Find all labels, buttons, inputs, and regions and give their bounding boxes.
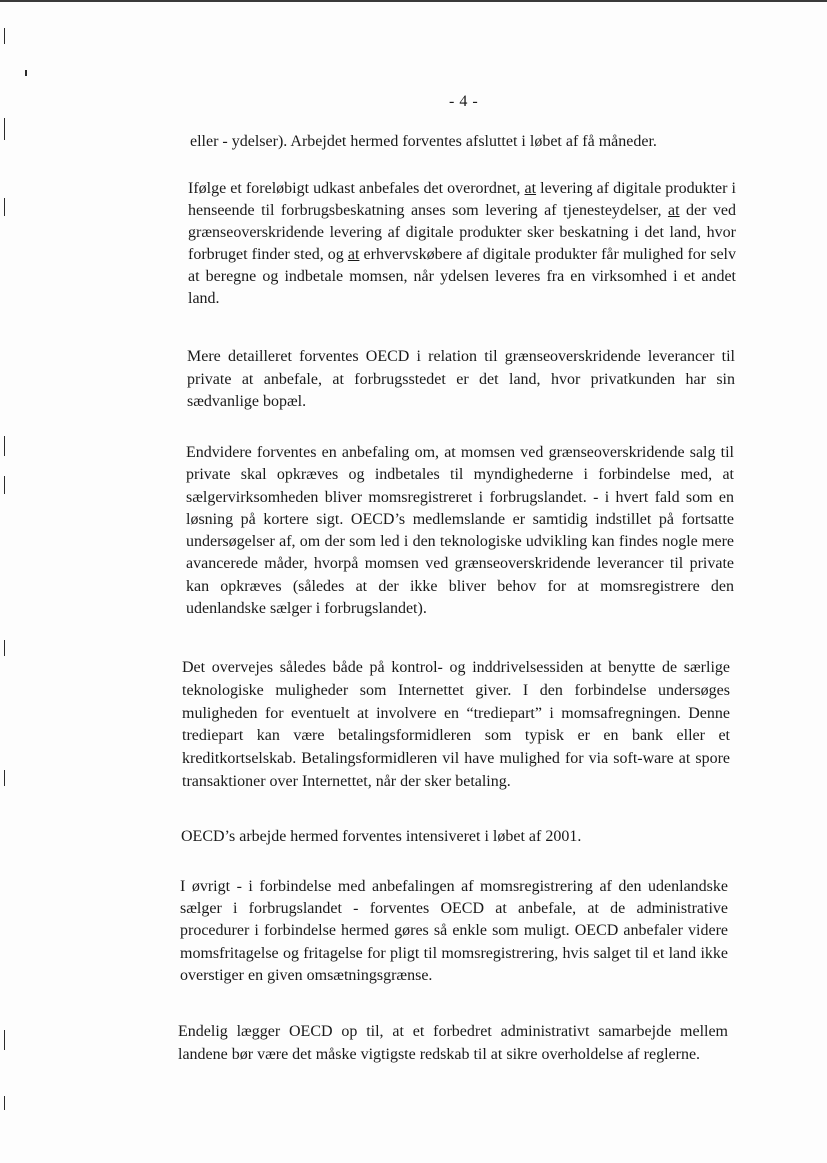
paragraph-3 [186, 442, 734, 620]
paragraph-7 [178, 1020, 728, 1066]
paragraph-text: Endvidere forventes en anbefaling om, at momsen ved grænseoverskridende salg til private skal opkræves og indbetales til myndighederne i forbindelse med, at sælgervirksomheden bliver momsregistreret i forbrugslandet. - i hvert fald som en løsning på kortere sigt. OECD’s medlemslande er samtidig indstillet på fortsatte undersøgelser af, om der som led i den teknologiske udvikling kan findes nogle mere avancerede måder, hvorpå momsen ved grænseoverskridende leverancer til private kan opkræves (således at der ikke bliver behov for at momsregistrere den udenlandske sælger i forbrugslandet). [186, 444, 734, 618]
paragraph-text: Endelig lægger OECD op til, at et forbedret administrativt samarbejde mellem landene bør være det måske vigtigste redskab til at sikre overholdelse af reglerne. [178, 1023, 728, 1063]
scan-mark [4, 1030, 5, 1050]
scan-mark [4, 640, 5, 656]
paragraph-text: I øvrigt - i forbindelse med anbefalingen af momsregistrering af den udenlandske sælger i forbrugslandet - forventes OECD at anbefale, at de administrative procedurer i forbindelse hermed gøres så enkle som muligt. OECD anbefaler videre momsfritagelse og fritagelse for pligt til momsregistrering, hvis salget til et land ikke overstiger en given omsætningsgrænse. [180, 878, 728, 984]
underlined-word: at [667, 202, 680, 219]
paragraph-5 [181, 826, 729, 848]
scan-mark [4, 476, 5, 494]
scan-mark [4, 118, 5, 140]
paragraph-0 [190, 131, 710, 153]
scan-mark [25, 70, 27, 76]
scan-top-edge [0, 0, 827, 2]
scan-mark [4, 1096, 5, 1110]
scan-mark [4, 436, 5, 456]
paragraph-text: Mere detailleret forventes OECD i relation til grænseoverskridende leverancer til private at anbefale, at forbrugsstedet er det land, hvor privatkunden har sin sædvanlige bopæl. [187, 348, 735, 410]
page-number: - 4 - [449, 93, 479, 110]
underlined-word: at [347, 246, 360, 263]
paragraph-text: Det overvejes således både på kontrol- og inddrivelsessiden at benytte de særlige teknologiske muligheder som Internettet giver. I den forbindelse undersøges muligheden for eventuelt at involvere en “trediepart” i momsafregningen. Denne trediepart kan være betalingsformidleren som typisk er en bank eller et kreditkortselskab. Betalingsformidleren vil have mulighed for via soft-ware at spore transaktioner over Internettet, når der sker betaling. [182, 659, 730, 790]
paragraph-text: levering af digitale produkter i henseende til forbrugsbeskatning anses som levering af tjenesteydelser, [188, 180, 737, 219]
scan-mark [4, 770, 5, 786]
underlined-word: at [524, 180, 537, 197]
paragraph-text: OECD’s arbejde hermed forventes intensiveret i løbet af 2001. [181, 828, 582, 845]
paragraph-text: erhvervskøbere af digitale produkter får mulighed for selv at beregne og indbetale momsen, når ydelsen leveres fra en virksomhed i et andet land. [188, 246, 736, 307]
paragraph-text: der ved grænseoverskridende levering af digitale produkter sker beskatning i det land, hvor forbruget finder sted, og [188, 202, 737, 263]
scan-mark [4, 198, 5, 216]
scan-mark [4, 28, 5, 44]
paragraph-6 [180, 876, 728, 987]
paragraph-2 [187, 346, 735, 414]
paragraph-text: eller - ydelser). Arbejdet hermed forventes afsluttet i løbet af få måneder. [190, 133, 657, 150]
paragraph-text: Ifølge et foreløbigt udkast anbefales det overordnet, [188, 180, 525, 197]
paragraph-1 [188, 178, 736, 310]
paragraph-4 [182, 657, 730, 794]
